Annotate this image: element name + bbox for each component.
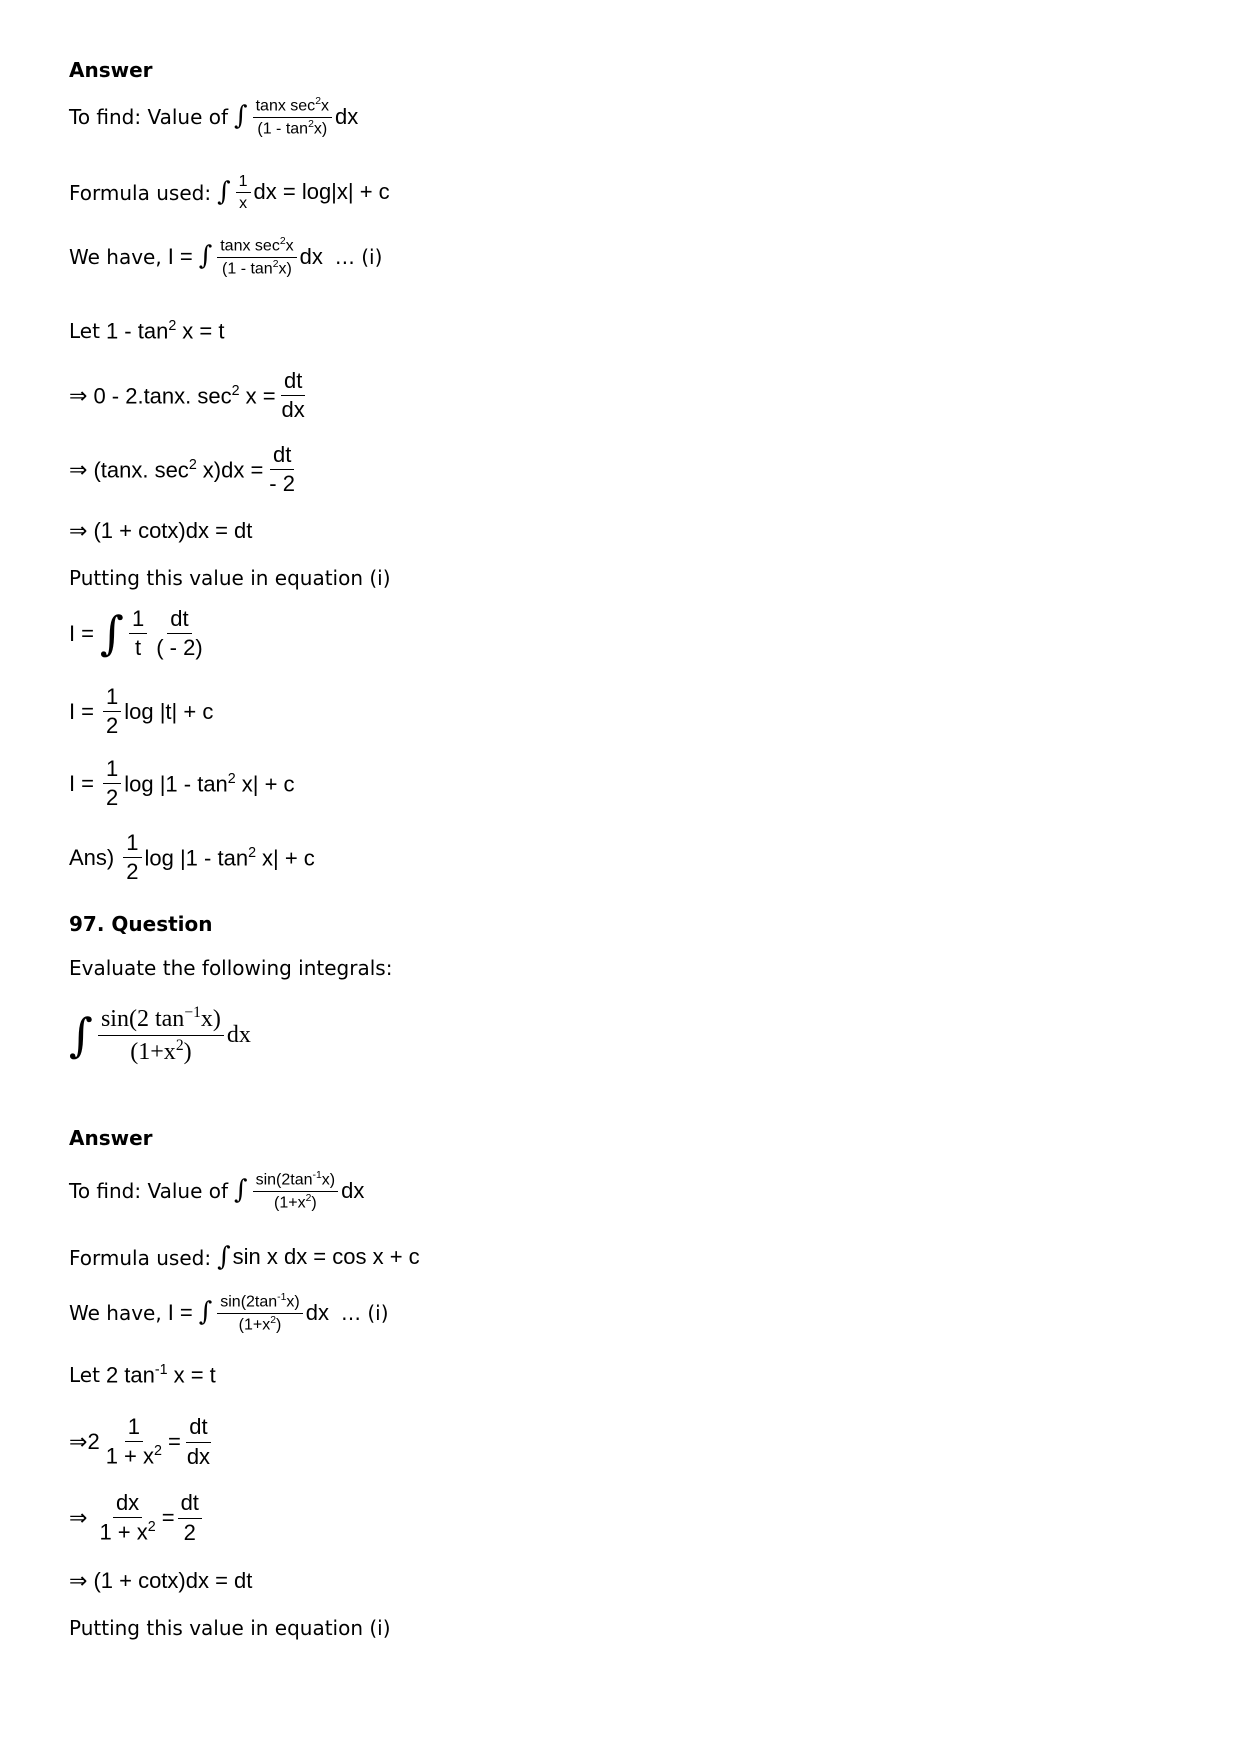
question-heading: 97. Question [69,912,213,936]
step-1: ⇒ 0 - 2.tanx. $\sec^2 x$ = $\frac{dt}{dx}$ [69,368,305,423]
result-log-t: I = $\frac{1}{2}$ log |t| + c [69,684,214,739]
question-integral: ∫ $\frac{\sin(2 \tan^{-1}x)}{(1+x^2)}$ dx [69,1004,251,1065]
to-find-line: To find: Value of ∫ $\frac{\tan x \sec^2x}{(1 - \tan^2x)}$ dx [69,96,359,137]
question-prompt: Evaluate the following integrals: [69,956,393,980]
let-line: Let $1 - \tan^2 x = t$ [69,318,225,344]
integrand-fraction: $\frac{\tan x \sec^2x}{(1 - \tan^2x)}$ [253,96,332,138]
result-log-tan: I = $\frac{1}{2}$ $\log |1 - \tan^2 x| + c$ [69,756,295,811]
we-have-line-2: We have, I = ∫ $\frac{\sin(2\tan^{-1}x)}{(1+x^2)}$ dx … (i) [69,1292,389,1333]
step-2: ⇒ (tanx. $\sec^2 x)dx$ = $\frac{dt}{- 2}$ [69,442,295,497]
final-answer: Ans) $\frac{1}{2}$ $\log |1 - \tan^2 x| + c$ [69,830,315,885]
step-1-2: ⇒ 2 $\frac{1}{1 + x^2}$ = $\frac{dt}{dx}$ [69,1414,211,1469]
equation-tag: … (i) [334,245,383,270]
formula-line-2: Formula used: ∫ sin x dx = cos x + c [69,1242,420,1272]
putting-line-2: Putting this value in equation (i) [69,1616,391,1640]
let-line-2: Let 2 $\tan^{-1} x = t$ [69,1362,216,1388]
answer-heading-2: Answer [69,1126,153,1150]
step-3: ⇒ (1 + cotx)dx = dt [69,518,253,543]
substituted-integral: I = ∫ $\frac{1}{t}$ $\frac{dt}{( - 2)}$ [69,606,203,661]
step-2-2: ⇒ $\frac{dx}{1 + x^2}$ = $\frac{dt}{2}$ [69,1490,205,1546]
formula-line: Formula used: ∫ $\frac{1}{x}$ dx = log|x| + c [69,173,390,213]
we-have-line: We have, I = ∫ $\frac{\tan x \sec^2x}{(1 - \tan^2x)}$ dx … (i) [69,236,383,277]
step-3-2: ⇒ (1 + cotx)dx = dt [69,1568,253,1593]
to-find-line-2: To find: Value of ∫ $\frac{\sin(2\tan^{-1}x)}{(1+x^2)}$ dx [69,1170,365,1211]
putting-line: Putting this value in equation (i) [69,566,391,590]
answer-heading: Answer [69,58,153,82]
